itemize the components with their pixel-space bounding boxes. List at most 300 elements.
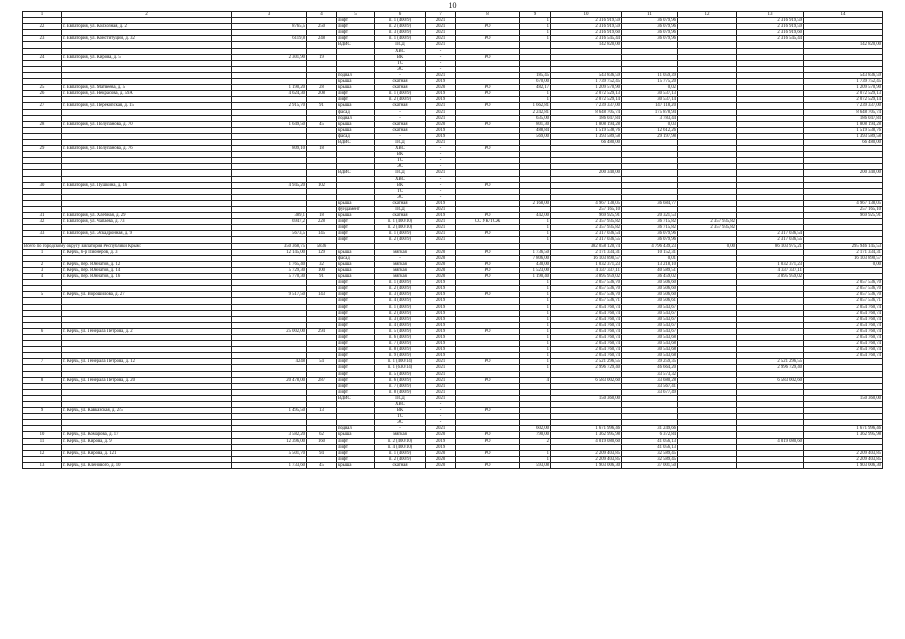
column-number: 3	[232, 12, 307, 18]
cell-cost: 257 165,10	[551, 207, 622, 213]
cell-area: 389,1	[232, 213, 307, 219]
cell-cost: 2 054 760,74	[551, 310, 622, 316]
cell-work-detail: ВК	[375, 408, 426, 414]
cell-funds-owners: 2 357 935,82	[678, 219, 737, 225]
cell-year: -	[426, 408, 456, 414]
cell-work-type: лифт	[337, 328, 375, 334]
cell-work-type: крыша	[337, 121, 375, 127]
cell-cost: 2 054 760,74	[551, 328, 622, 334]
cell-work-type: лифт	[337, 97, 375, 103]
cell-work-type: подвал	[337, 426, 375, 432]
cell-volume: 1	[520, 347, 551, 353]
cell-volume: 569,00	[520, 133, 551, 139]
cell-work-type: лифт	[337, 298, 375, 304]
cell-area: 350 368,75	[232, 243, 307, 249]
table-body	[23, 18, 883, 469]
cell-address: г. Евпатория, ул. Некрасова, д. 59А	[62, 91, 232, 97]
cell-unit-cost: 39 259,35	[622, 359, 678, 365]
cell-funds-budget: 2 316 545,44	[737, 36, 804, 42]
cell-work-type: лифт	[337, 334, 375, 340]
cell-residents: 91	[307, 274, 337, 280]
cell-volume: 1	[520, 219, 551, 225]
cell-volume: 488,84	[520, 127, 551, 133]
cell-year: -	[426, 402, 456, 408]
cell-work-detail: ХВС	[375, 176, 426, 182]
cell-row-number: 9	[23, 408, 62, 414]
cell-unit-cost: 3 783,44	[622, 115, 678, 121]
cell-area: 12 396,00	[232, 438, 307, 444]
cell-year: 2021	[426, 359, 456, 365]
cell-work-detail: -	[375, 109, 426, 115]
cell-funds-fund: 1 739 752,45	[804, 79, 883, 85]
cell-volume: 1	[520, 36, 551, 42]
cell-work-detail: ВК	[375, 182, 426, 188]
cell-unit-cost: 0,02	[622, 85, 678, 91]
cell-work-detail: ЭС	[375, 66, 426, 72]
cell-year: 2019	[426, 200, 456, 206]
cell-cost: 2 072 529,13	[551, 91, 622, 97]
cell-funds-fund: 2 072 529,13	[804, 91, 883, 97]
cell-work-detail: ХВС	[375, 402, 426, 408]
cell-method: СС УК/ТСЖ	[456, 219, 520, 225]
cell-residents: 32	[307, 261, 337, 267]
cell-residents: 94	[307, 450, 337, 456]
cell-work-type: лифт	[337, 280, 375, 286]
cell-residents: 294	[307, 328, 337, 334]
cell-work-detail: ПСД	[375, 139, 426, 145]
cell-method: РО	[456, 274, 520, 280]
cell-area: 20 478,00	[232, 377, 307, 383]
cell-method: РО	[456, 432, 520, 438]
cell-work-detail: ВК	[375, 152, 426, 158]
cell-method: РО	[456, 377, 520, 383]
cell-work-type: крыша	[337, 267, 375, 273]
cell-residents: 54	[307, 359, 337, 365]
cell-area: 9 517,50	[232, 292, 307, 298]
cell-row-number: 6	[23, 328, 62, 334]
cell-year: 2020	[426, 432, 456, 438]
cell-work-type: лифт	[337, 292, 375, 298]
cell-area: 1 765,40	[232, 261, 307, 267]
cell-area: 12 145,00	[232, 249, 307, 255]
cell-work-detail: скатная	[375, 85, 426, 91]
cell-unit-cost: 37 001,50	[622, 462, 678, 468]
cell-year: 2020	[426, 267, 456, 273]
cell-work-type: крыша	[337, 261, 375, 267]
cell-funds-fund: 2 054 760,74	[804, 310, 883, 316]
cell-funds-owners: 2 357 935,82	[678, 225, 737, 231]
cell-cost: 142 820,00	[551, 42, 622, 48]
cell-row-number: 27	[23, 103, 62, 109]
cell-funds-fund: 2 057 536,70	[804, 286, 883, 292]
cell-unit-cost: 30 543,68	[622, 347, 678, 353]
cell-funds-fund: 2 054 760,74	[804, 316, 883, 322]
cell-funds-fund: 200 340,00	[804, 170, 883, 176]
cell-address: г. Керчь, ул. Ворошилова, д. 27	[62, 292, 232, 298]
column-number: 9	[520, 12, 551, 18]
cell-funds-fund: 2 072 529,14	[804, 97, 883, 103]
cell-volume: 1	[520, 292, 551, 298]
cell-unit-cost: 32 589,45	[622, 450, 678, 456]
cell-work-detail: п. 1 (400/9)	[375, 450, 426, 456]
cell-cost: 2 317 036,54	[551, 231, 622, 237]
cell-work-detail: п. 1 (400/9)	[375, 231, 426, 237]
cell-year: 2021	[426, 383, 456, 389]
cell-cost: 2 057 536,70	[551, 286, 622, 292]
cell-method: РО	[456, 292, 520, 298]
cell-year: 2021	[426, 24, 456, 30]
cell-method: РО	[456, 438, 520, 444]
cell-funds-owners	[678, 462, 737, 468]
cell-address: г. Керчь, ул. Кирова, д. 9	[62, 438, 232, 444]
cell-work-type: фасад	[337, 255, 375, 261]
cell-unit-cost: 30 543,67	[622, 322, 678, 328]
cell-work-type: лифт	[337, 450, 375, 456]
cell-funds-fund: 2 054 760,74	[804, 304, 883, 310]
cell-funds-budget: 2 317 036,54	[737, 231, 804, 237]
cell-year: 2019	[426, 127, 456, 133]
cell-cost: 2 209 403,85	[551, 450, 622, 456]
cell-work-detail: п. 2 (400/10)	[375, 438, 426, 444]
cell-funds-fund: 8 648 705,74	[804, 109, 883, 115]
cell-address: г. Керчь, пер. Юннатов, д. 16	[62, 274, 232, 280]
cell-year: 2021	[426, 377, 456, 383]
cell-cost: 2 054 760,74	[551, 322, 622, 328]
cell-year: 2021	[426, 219, 456, 225]
cell-unit-cost: 13 218,10	[622, 261, 678, 267]
cell-year: 2021	[426, 170, 456, 176]
cell-cost: 2 357 935,82	[551, 219, 622, 225]
cell-work-detail: мягкая	[375, 261, 426, 267]
cell-method: РО	[456, 267, 520, 273]
cell-work-detail: п. 2 (400/9)	[375, 237, 426, 243]
cell-address: г. Евпатория, ул. Перекопская, д. 15	[62, 103, 232, 109]
cell-cost: 7 239 337,00	[551, 103, 622, 109]
cell-residents: 100	[307, 267, 337, 273]
repair-register-table	[22, 11, 883, 469]
cell-row-number: 31	[23, 213, 62, 219]
cell-funds-fund: 0,00	[804, 261, 883, 267]
cell-method: РО	[456, 261, 520, 267]
cell-residents: 228	[307, 219, 337, 225]
cell-work-detail: п. 1 (400/9)	[375, 91, 426, 97]
cell-row-number: 33	[23, 231, 62, 237]
cell-unit-cost: 30 506,61	[622, 298, 678, 304]
cell-work-detail: ВК	[375, 54, 426, 60]
cell-cost: 1 032 371,23	[551, 261, 622, 267]
cell-residents: 19	[307, 54, 337, 60]
cell-work-detail: п. 2 (400/9)	[375, 97, 426, 103]
cell-funds-budget	[737, 462, 804, 468]
cell-cost: 969 925,91	[551, 213, 622, 219]
cell-work-type: лифт	[337, 359, 375, 365]
cell-address: г. Евпатория, ул. Чапаева, д. 73	[62, 219, 232, 225]
cell-row-number: 12	[23, 450, 62, 456]
cell-method: РО	[456, 462, 520, 468]
cell-work-type: крыша	[337, 462, 375, 468]
cell-method: РО	[456, 328, 520, 334]
cell-residents: 208	[307, 91, 337, 97]
cell-volume: 1	[520, 328, 551, 334]
cell-cost: 2 072 529,14	[551, 97, 622, 103]
cell-volume: 801,30	[520, 121, 551, 127]
cell-volume: 1	[520, 353, 551, 359]
cell-work-type: ВДИС	[337, 139, 375, 145]
cell-year: 2020	[426, 274, 456, 280]
column-number: 4	[307, 12, 337, 18]
cell-work-detail: ХВС	[375, 48, 426, 54]
cell-year: -	[426, 152, 456, 158]
cell-work-type: лифт	[337, 225, 375, 231]
table-row	[23, 462, 883, 468]
cell-residents: 18	[307, 213, 337, 219]
cell-work-type: подвал	[337, 72, 375, 78]
cell-cost: 2 054 760,74	[551, 353, 622, 359]
cell-funds-budget: 2 316 919,60	[737, 30, 804, 36]
cell-work-detail: п. 2 (400/9)	[375, 24, 426, 30]
cell-row-number: 30	[23, 182, 62, 188]
cell-funds-fund: 969 925,91	[804, 213, 883, 219]
cell-work-type: крыша	[337, 85, 375, 91]
page-number: 10	[448, 1, 457, 10]
column-number: 14	[804, 12, 883, 18]
cell-unit-cost: 40 589,51	[622, 267, 678, 273]
cell-volume: 1	[520, 91, 551, 97]
cell-unit-cost: 0,01	[622, 255, 678, 261]
cell-cost: 2 357 935,82	[551, 225, 622, 231]
cell-residents: 129	[307, 249, 337, 255]
cell-cost: 3 895 959,02	[551, 274, 622, 280]
cell-address: г. Керчь, пер. Юннатов, д. 12	[62, 261, 232, 267]
column-number: 1	[23, 12, 62, 18]
cell-year: 2019	[426, 438, 456, 444]
cell-year: 2021	[426, 72, 456, 78]
cell-work-type: лифт	[337, 237, 375, 243]
cell-year: 2020	[426, 85, 456, 91]
cell-work-detail: скатная	[375, 200, 426, 206]
cell-cost: 4 019 080,60	[551, 438, 622, 444]
cell-row-number: 8	[23, 377, 62, 383]
cell-area: 2 915,70	[232, 103, 307, 109]
cell-year: 2019	[426, 304, 456, 310]
cell-funds-fund: 1 671 996,46	[804, 426, 883, 432]
cell-area: 1 495,50	[232, 408, 307, 414]
cell-funds-budget: 2 316 919,59	[737, 24, 804, 30]
cell-work-detail: мягкая	[375, 274, 426, 280]
cell-area: 6119,8	[232, 36, 307, 42]
cell-residents: 18	[307, 146, 337, 152]
cell-address: г. Евпатория, ул. Хлебная, д. 29	[62, 213, 232, 219]
cell-year: -	[426, 146, 456, 152]
cell-area: 1 190,20	[232, 85, 307, 91]
cell-volume: 602,00	[520, 426, 551, 432]
cell-work-detail: мягкая	[375, 249, 426, 255]
cell-work-detail: ПСД	[375, 395, 426, 401]
cell-unit-cost: 36 079,96	[622, 36, 678, 42]
cell-unit-cost: 33 677,49	[622, 389, 678, 395]
cell-unit-cost: 33 567,41	[622, 383, 678, 389]
cell-year: 2021	[426, 426, 456, 432]
cell-year: 2021	[426, 365, 456, 371]
cell-year: 2020	[426, 249, 456, 255]
cell-funds-fund: 16 103 890,57	[804, 255, 883, 261]
cell-funds-budget: 86 103 975,21	[737, 243, 804, 249]
cell-volume: 1	[520, 286, 551, 292]
cell-volume: 1	[520, 280, 551, 286]
column-number: 13	[737, 12, 804, 18]
cell-area: 4 945,20	[232, 182, 307, 188]
cell-area: 1 733,60	[232, 462, 307, 468]
cell-volume: 1	[520, 231, 551, 237]
cell-address: г. Евпатория, ул. Полупанова, д. 70	[62, 121, 232, 127]
cell-funds-budget: 4 337 337,11	[737, 267, 804, 273]
cell-cost: 2 054 760,74	[551, 334, 622, 340]
cell-work-type: лифт	[337, 341, 375, 347]
cell-funds-budget: 3 895 959,02	[737, 274, 804, 280]
cell-year: 2019	[426, 97, 456, 103]
column-number: 2	[62, 12, 232, 18]
cell-area: 5 770,30	[232, 274, 307, 280]
cell-funds-fund: 257 165,10	[804, 207, 883, 213]
cell-year: 2019	[426, 280, 456, 286]
cell-year: -	[426, 182, 456, 188]
cell-volume: 7 806,00	[520, 255, 551, 261]
cell-work-detail: скатная	[375, 127, 426, 133]
cell-unit-cost: 30 543,68	[622, 341, 678, 347]
cell-address: г. Керчь, ул. Генерала Петрова, д. 12	[62, 359, 232, 365]
cell-funds-fund: 2 057 536,70	[804, 292, 883, 298]
cell-work-type: ВДИС	[337, 395, 375, 401]
cell-unit-cost: 33 573,32	[622, 371, 678, 377]
cell-work-detail: п. 3 (400/9)	[375, 316, 426, 322]
cell-work-detail: -	[375, 133, 426, 139]
cell-address: г. Евпатория, ул. Кирова, д. 5	[62, 54, 232, 60]
cell-year: 2019	[426, 133, 456, 139]
cell-row-number: 13	[23, 462, 62, 468]
cell-unit-cost: 30 537,13	[622, 91, 678, 97]
cell-method: РО	[456, 121, 520, 127]
cell-volume: 1	[520, 450, 551, 456]
cell-residents: 62	[307, 432, 337, 438]
cell-funds-budget: 6 583 002,60	[737, 377, 804, 383]
cell-row-number: 28	[23, 121, 62, 127]
cell-work-detail: п. 2 (400/9)	[375, 286, 426, 292]
cell-address: г. Евпатория, ул. Эскадронная, д. 9	[62, 231, 232, 237]
cell-cost: 6 583 002,60	[551, 377, 622, 383]
cell-method: РО	[456, 85, 520, 91]
cell-funds-fund: 1 808 194,28	[804, 121, 883, 127]
cell-work-type: лифт	[337, 322, 375, 328]
cell-work-type: лифт	[337, 438, 375, 444]
cell-address: г. Керчь, ул. Генерала Петрова, д. 2	[62, 328, 232, 334]
cell-cost: 2 996 729,40	[551, 365, 622, 371]
cell-volume: 1	[520, 341, 551, 347]
cell-year: 2019	[426, 322, 456, 328]
cell-cost: 2 057 536,70	[551, 280, 622, 286]
cell-unit-cost: 30 543,67	[622, 328, 678, 334]
cell-unit-cost: 15 775,20	[622, 79, 678, 85]
cell-work-type: лифт	[337, 36, 375, 42]
cell-work-detail: п. 8 (400/9)	[375, 389, 426, 395]
cell-work-detail: п. 6 (400/9)	[375, 334, 426, 340]
cell-year: -	[426, 48, 456, 54]
cell-volume: 1	[520, 24, 551, 30]
cell-work-type: лифт	[337, 231, 375, 237]
cell-unit-cost: 20 321,53	[622, 213, 678, 219]
cell-cost: 2 316 545,44	[551, 36, 622, 42]
cell-cost: 1 209 570,90	[551, 85, 622, 91]
cell-unit-cost: 30 506,60	[622, 280, 678, 286]
cell-residents: 248	[307, 36, 337, 42]
cell-funds-owners: 0,00	[678, 243, 737, 249]
cell-work-type: лифт	[337, 377, 375, 383]
cell-unit-cost: 31 249,66	[622, 426, 678, 432]
cell-year: -	[426, 414, 456, 420]
cell-work-type: фасад	[337, 109, 375, 115]
cell-cost: 543 836,59	[551, 72, 622, 78]
cell-row-number: 10	[23, 432, 62, 438]
cell-residents: 102	[307, 182, 337, 188]
cell-unit-cost: 46 664,20	[622, 365, 678, 371]
cell-work-detail: ЭС	[375, 194, 426, 200]
cell-funds-fund: 1 903 006,30	[804, 462, 883, 468]
cell-work-detail: п. 1 (400/9)	[375, 18, 426, 24]
cell-work-type: лифт	[337, 310, 375, 316]
cell-row-number: 32	[23, 219, 62, 225]
cell-row-number: 11	[23, 438, 62, 444]
cell-work-detail: п. 4 (400/9)	[375, 298, 426, 304]
cell-work-detail: п. 1 (400/9)	[375, 304, 426, 310]
cell-area: 1 649,50	[232, 121, 307, 127]
cell-work-type: лифт	[337, 365, 375, 371]
cell-address: г. Евпатория, ул. Полупанова, д. 76	[62, 146, 232, 152]
cell-work-detail: п. 8 (400/9)	[375, 347, 426, 353]
cell-volume: 2	[520, 438, 551, 444]
cell-volume: 1	[520, 298, 551, 304]
cell-cost: 2 054 760,74	[551, 316, 622, 322]
cell-volume: 185,45	[520, 72, 551, 78]
cell-funds-fund: 543 836,59	[804, 72, 883, 78]
cell-method: РО	[456, 231, 520, 237]
cell-cost: 1 362 995,98	[551, 432, 622, 438]
cell-unit-cost: 36 715,82	[622, 219, 678, 225]
cell-unit-cost: 4 796 439,23	[622, 243, 678, 249]
cell-year: -	[426, 158, 456, 164]
cell-residents: 45	[307, 462, 337, 468]
cell-work-detail: п. 1 (400/9)	[375, 280, 426, 286]
cell-volume: 1	[520, 237, 551, 243]
column-number: 7	[426, 12, 456, 18]
cell-cost: 2 054 760,74	[551, 304, 622, 310]
cell-volume: 1	[520, 365, 551, 371]
cell-volume: 593,08	[520, 462, 551, 468]
column-number: 8	[456, 12, 520, 18]
cell-area: 5 729,30	[232, 267, 307, 273]
cell-residents: 13	[307, 408, 337, 414]
cell-funds-fund: 2 054 760,74	[804, 334, 883, 340]
cell-volume: 1	[520, 18, 551, 24]
cell-address: г. Керчь, ул. Комарова, д. 17	[62, 432, 232, 438]
cell-funds-budget: 2 996 729,40	[737, 365, 804, 371]
cell-work-detail: скатная	[375, 103, 426, 109]
cell-unit-cost: 41 056,13	[622, 438, 678, 444]
cell-work-type: крыша	[337, 213, 375, 219]
cell-work-type: ВДИС	[337, 42, 375, 48]
cell-work-detail: п. 2 (400/9)	[375, 456, 426, 462]
cell-work-type: крыша	[337, 103, 375, 109]
cell-address: г. Евпатория, ул. Матвеева, д. 5	[62, 85, 232, 91]
cell-unit-cost: 147 118,20	[622, 103, 678, 109]
